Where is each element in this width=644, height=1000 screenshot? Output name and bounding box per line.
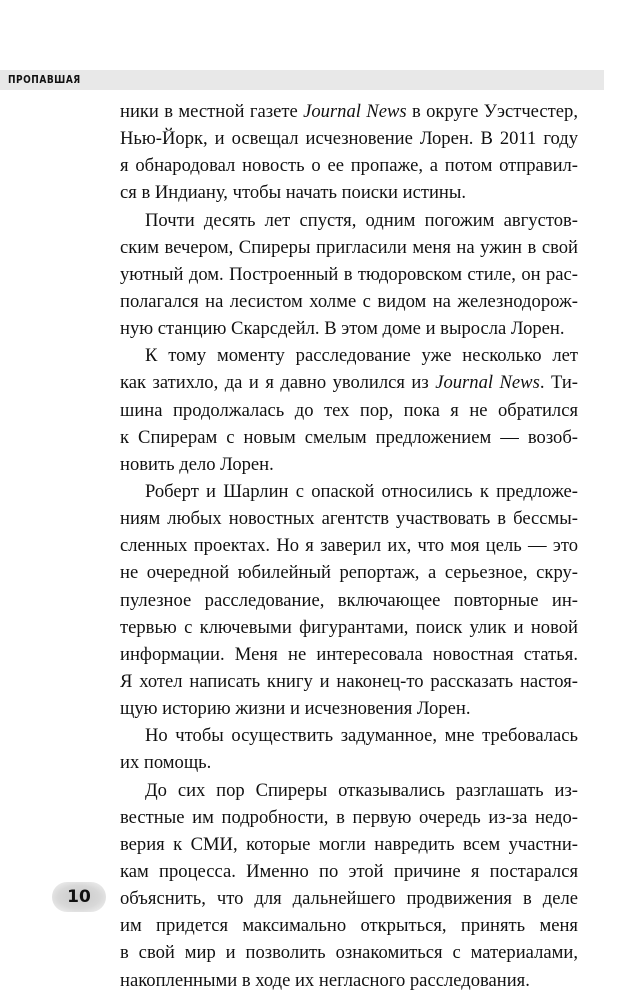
text-line: информации. Меня не интересовала новостная статья. — [120, 643, 578, 665]
page-number: 10 — [67, 887, 91, 907]
text-line: Почти десять лет спустя, одним погожим августов- — [145, 209, 578, 231]
text-line: в свой мир и позволить ознакомиться с материалами, — [120, 942, 578, 964]
text-line: ским вечером, Спиреры пригласили меня на ужин в свой — [120, 236, 578, 258]
text-line: к Спирерам с новым смелым предложением — возоб- — [120, 426, 578, 448]
text-line: верия к СМИ, которые могли навредить всем участни- — [120, 833, 578, 855]
newspaper-name: Journal News — [303, 101, 407, 122]
running-title: ПРОПАВШАЯ — [8, 73, 81, 86]
newspaper-name: Journal News — [435, 372, 540, 394]
paragraph — [120, 777, 578, 994]
paragraph — [120, 478, 578, 722]
paragraph — [120, 342, 578, 478]
body-text — [120, 98, 578, 994]
text-line: Роберт и Шарлин с опаской относились к предложе- — [145, 480, 578, 502]
text-line: К тому моменту расследование уже несколько лет — [145, 345, 578, 367]
text-line: я обнародовал новость о ее пропаже, а потом отправил- — [120, 155, 578, 177]
page-number-badge — [52, 882, 106, 912]
text-line: тервью с ключевыми фигурантами, поиск улик и новой — [120, 616, 578, 638]
text-line: кам процесса. Именно по этой причине я постарался — [120, 860, 578, 882]
text-line: новить дело Лорен. — [120, 453, 274, 475]
text-line: щую историю жизни и исчезновения Лорен. — [120, 698, 471, 720]
text-line: Нью-Йорк, и освещал исчезновение Лорен. В 2011 году — [120, 128, 578, 150]
text-line: ники в местной газете Journal News в округе Уэстчестер, — [120, 101, 578, 122]
text-line: полагался на лесистом холме с видом на железнодорож- — [120, 290, 578, 312]
text-line: Я хотел написать книгу и наконец-то рассказать настоя- — [120, 670, 578, 692]
text-line: ную станцию Скарсдейл. В этом доме и выросла Лорен. — [120, 318, 565, 340]
running-header — [0, 70, 604, 90]
text-line: ниям любых новостных агентств участвовать в бессмы- — [120, 508, 578, 530]
paragraph — [120, 98, 578, 207]
text-line: вестные им подробности, в первую очередь из-за недо- — [120, 806, 578, 828]
text-line: ся в Индиану, чтобы начать поиски истины. — [120, 182, 467, 204]
paragraph — [120, 207, 578, 343]
text-line: До сих пор Спиреры отказывались разглашать из- — [145, 779, 578, 801]
text-line: не очередной юбилейный репортаж, а серьезное, скру- — [120, 562, 578, 584]
text-line: как затихло, да и я давно уволился из Journal News. Ти- — [120, 372, 578, 394]
text-line: их помощь. — [120, 752, 212, 774]
text-line: сленных проектах. Но я заверил их, что моя цель — это — [120, 535, 578, 557]
text-line: шина продолжалась до тех пор, пока я не обратился — [120, 399, 578, 421]
paragraph — [120, 722, 578, 776]
text-line: им придется максимально открыться, принять меня — [120, 915, 578, 937]
text-line: пулезное расследование, включающее повторные ин- — [120, 589, 578, 611]
text-line: накопленными в ходе их негласного расследования. — [120, 969, 530, 991]
text-line: объяснить, что для дальнейшего продвижения в деле — [120, 888, 578, 910]
text-line: Но чтобы осуществить задуманное, мне требовалась — [145, 725, 578, 747]
text-line: уютный дом. Построенный в тюдоровском стиле, он рас- — [120, 263, 578, 285]
